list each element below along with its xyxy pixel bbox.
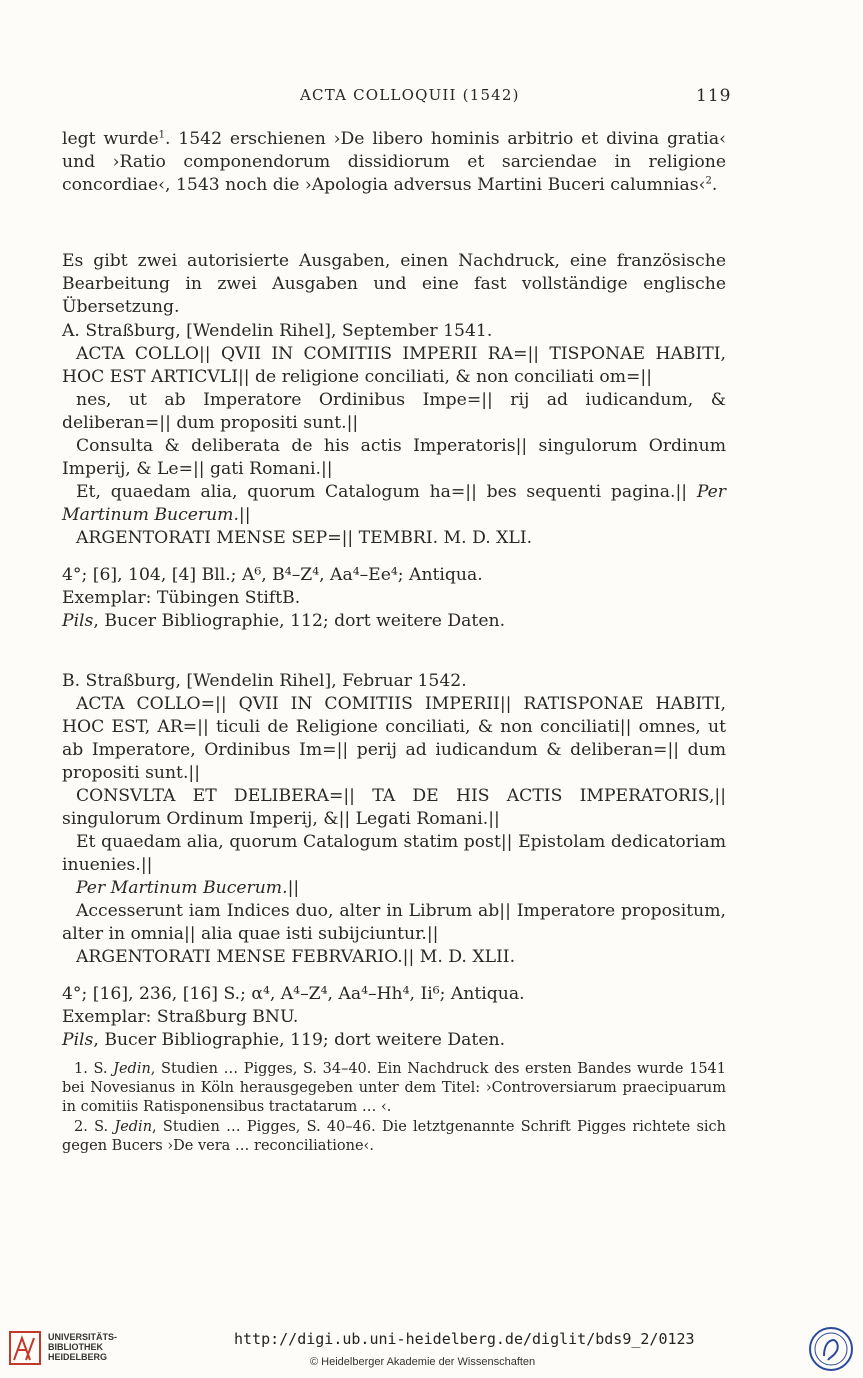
document-url-link[interactable]: http://digi.ub.uni-heidelberg.de/diglit/bds9_2/0123 xyxy=(234,1330,695,1348)
edition-b-imprint: ARGENTORATI MENSE FEBRVARIO.|| M. D. XLII. xyxy=(76,947,516,967)
editions-intro-text: Es gibt zwei autorisierte Ausgaben, einen Nachdruck, eine französische Bearbeitung in zwei Ausgaben und eine fast vollständige englische Übersetzung. xyxy=(62,251,726,317)
edition-a-imprint: ARGENTORATI MENSE SEP=|| TEMBRI. M. D. XLI. xyxy=(76,528,533,548)
page-number: 119 xyxy=(696,86,732,106)
edition-a xyxy=(62,320,726,633)
academy-seal-icon xyxy=(808,1326,854,1372)
footnotes xyxy=(62,1060,726,1157)
footer-bar xyxy=(0,1320,863,1378)
edition-b-reference: Pils, Bucer Bibliographie, 119; dort weitere Daten. xyxy=(62,1030,506,1050)
edition-b-collation: 4°; [16], 236, [16] S.; α⁴, A⁴–Z⁴, Aa⁴–Hh⁴, Ii⁶; Antiqua. xyxy=(62,984,525,1004)
edition-a-reference: Pils, Bucer Bibliographie, 112; dort weitere Daten. xyxy=(62,611,506,631)
edition-b-exemplar: Exemplar: Straßburg BNU. xyxy=(62,1007,299,1027)
running-head xyxy=(0,86,863,110)
edition-a-title-4: Et, quaedam alia, quorum Catalogum ha=|| bes sequenti pagina.|| Per Martinum Bucerum.|| xyxy=(62,482,726,525)
edition-a-title-2: nes, ut ab Imperatore Ordinibus Impe=|| rij ad iudicandum, & deliberan=|| dum propositi sunt.|| xyxy=(62,390,726,433)
copyright-notice: © Heidelberger Akademie der Wissenschaften xyxy=(310,1356,536,1368)
footnote-1: 1. S. Jedin, Studien … Pigges, S. 34–40. Ein Nachdruck des ersten Bandes wurde 1541 bei Novesianus in Köln herausgegeben unter dem Titel: ›Controversiarum praecipuarum in comitiis Ratisponensibus tractatarum … ‹. xyxy=(62,1061,727,1115)
edition-b-title-3: Et quaedam alia, quorum Catalogum statim post|| Epistolam dedicatoriam inuenies.|| xyxy=(62,832,726,875)
edition-a-collation: 4°; [6], 104, [4] Bll.; A⁶, B⁴–Z⁴, Aa⁴–Ee⁴; Antiqua. xyxy=(62,565,483,585)
edition-b-title-1: ACTA COLLO=|| QVII IN COMITIIS IMPERII|| RATISPONAE HABITI, HOC EST, AR=|| ticuli de Religione conciliati, & non conciliati|| omnes, ut ab Imperatore, Ordinibus Im=|| perij ad iudicandum & deliberan=|| dum propositi sunt.|| xyxy=(62,694,726,783)
footnote-ref-2[interactable]: 2 xyxy=(705,175,712,187)
edition-b-title-4: Per Martinum Bucerum.|| xyxy=(76,878,300,898)
library-name: UNIVERSITÄTS- BIBLIOTHEK HEIDELBERG xyxy=(48,1332,118,1362)
footnote-2: 2. S. Jedin, Studien … Pigges, S. 40–46. Die letztgenannte Schrift Pigges richtete sich gegen Bucers ›De vera … reconciliatione‹. xyxy=(62,1119,726,1154)
edition-b xyxy=(62,670,726,1052)
editions-intro xyxy=(62,250,726,319)
intro-text: legt wurde$^1$. 1542 erschienen ›De libero hominis arbitrio et divina gratia‹ und ›Ratio componendorum dissidiorum et sarciendae in religione concordiae‹, 1543 noch die ›Apologia adversus Martini Buceri calumnias‹$^2$. xyxy=(62,129,726,195)
intro-paragraph xyxy=(62,128,726,197)
library-logo-icon xyxy=(8,1328,42,1368)
running-title: ACTA COLLOQUII (1542) xyxy=(300,86,520,104)
edition-b-heading: B. Straßburg, [Wendelin Rihel], Februar 1542. xyxy=(62,671,467,691)
edition-b-title-2: CONSVLTA ET DELIBERA=|| TA DE HIS ACTIS IMPERATORIS,|| singulorum Ordinum Imperij, &|| Legati Romani.|| xyxy=(62,786,726,829)
edition-a-heading: A. Straßburg, [Wendelin Rihel], September 1541. xyxy=(62,321,493,341)
edition-b-title-5: Accesserunt iam Indices duo, alter in Librum ab|| Imperatore propositum, alter in omnia|| alia quae isti subijciuntur.|| xyxy=(62,901,726,944)
edition-a-exemplar: Exemplar: Tübingen StiftB. xyxy=(62,588,301,608)
edition-a-title-1: ACTA COLLO|| QVII IN COMITIIS IMPERII RA=|| TISPONAE HABITI, HOC EST ARTICVLI|| de religione conciliati, & non conciliati om=|| xyxy=(62,344,726,387)
footnote-ref-1[interactable]: 1 xyxy=(158,129,165,141)
edition-a-title-3: Consulta & deliberata de his actis Imperatoris|| singulorum Ordinum Imperij, & Le=|| gati Romani.|| xyxy=(62,436,726,479)
